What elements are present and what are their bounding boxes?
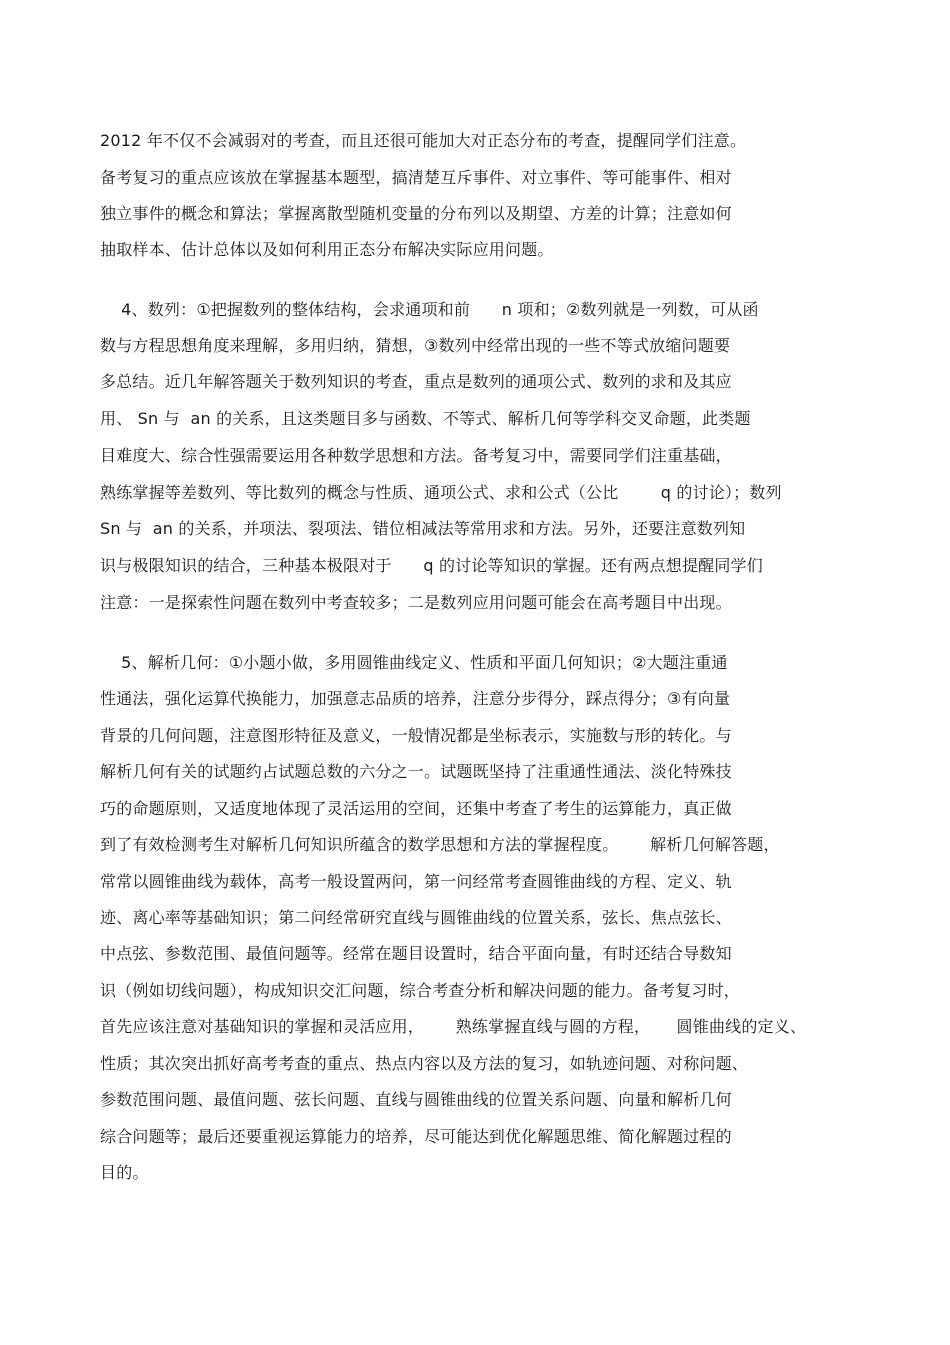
text-line: 性通法，强化运算代换能力，加强意志品质的培养，注意分步得分，踩点得分；③有向量 xyxy=(100,689,731,708)
text-line: 解析几何有关的试题约占试题总数的六分之一。试题既坚持了注重通性通法、淡化特殊技 xyxy=(100,762,732,781)
text-line: 目难度大、综合性强需要运用各种数学思想和方法。备考复习中，需要同学们注重基础， xyxy=(100,446,732,465)
text-line: 常常以圆锥曲线为载体，高考一般设置两问，第一问经常考查圆锥曲线的方程、定义、轨 xyxy=(100,872,732,891)
text-line: 2012 年不仅不会减弱对的考查，而且还很可能加大对正态分布的考查，提醒同学们注意。 xyxy=(100,131,747,150)
text-line: 多总结。近几年解答题关于数列知识的考查，重点是数列的通项公式、数列的求和及其应 xyxy=(100,372,732,391)
text-line: 5、解析几何：①小题小做，多用圆锥曲线定义、性质和平面几何知识；②大题注重通 xyxy=(100,653,728,672)
text-line: 抽取样本、估计总体以及如何利用正态分布解决实际应用问题。 xyxy=(100,240,554,259)
text-line: 独立事件的概念和算法；掌握离散型随机变量的分布列以及期望、方差的计算；注意如何 xyxy=(100,204,732,223)
text-line: 巧的命题原则，又适度地体现了灵活运用的空间，还集中考查了考生的运算能力，真正做 xyxy=(100,799,732,818)
text-line: 首先应该注意对基础知识的掌握和灵活应用， 熟练掌握直线与圆的方程， 圆锥曲线的定义、 xyxy=(100,1017,807,1036)
text-line: 到了有效检测考生对解析几何知识所蕴含的数学思想和方法的掌握程度。 解析几何解答题， xyxy=(100,835,780,854)
text-line: 识与极限知识的结合，三种基本极限对于 q 的讨论等知识的掌握。还有两点想提醒同学们 xyxy=(100,556,763,575)
text-line: 性质；其次突出抓好高考考查的重点、热点内容以及方法的复习，如轨迹问题、对称问题、 xyxy=(100,1054,749,1073)
text-line: 参数范围问题、最值问题、弦长问题、直线与圆锥曲线的位置关系问题、向量和解析几何 xyxy=(100,1090,732,1109)
text-line: 综合问题等；最后还要重视运算能力的培养，尽可能达到优化解题思维、简化解题过程的 xyxy=(100,1127,732,1146)
text-line: 注意：一是探索性问题在数列中考查较多；二是数列应用问题可能会在高考题目中出现。 xyxy=(100,593,732,612)
text-line: 背景的几何问题，注意图形特征及意义，一般情况都是坐标表示，实施数与形的转化。与 xyxy=(100,726,732,745)
text-line: 用、 Sn 与 an 的关系，且这类题目多与函数、不等式、解析几何等学科交叉命题，此类题 xyxy=(100,409,751,428)
text-line: 目的。 xyxy=(100,1163,149,1182)
text-line: 中点弦、参数范围、最值问题等。经常在题目设置时，结合平面向量，有时还结合导数知 xyxy=(100,944,732,963)
text-line: 迹、离心率等基础知识；第二问经常研究直线与圆锥曲线的位置关系，弦长、焦点弦长、 xyxy=(100,908,732,927)
text-line: 数与方程思想角度来理解，多用归纳，猜想，③数列中经常出现的一些不等式放缩问题要 xyxy=(100,336,731,355)
text-line: 4、数列：①把握数列的整体结构，会求通项和前 n 项和；②数列就是一列数，可从函 xyxy=(100,300,759,319)
text-line: 识（例如切线问题），构成知识交汇问题，综合考查分析和解决问题的能力。备考复习时， xyxy=(100,981,741,1000)
text-line: Sn 与 an 的关系，并项法、裂项法、错位相减法等常用求和方法。另外，还要注意数列知 xyxy=(100,519,746,538)
text-line: 备考复习的重点应该放在掌握基本题型，搞清楚互斥事件、对立事件、等可能事件、相对 xyxy=(100,168,732,187)
text-line: 熟练掌握等差数列、等比数列的概念与性质、通项公式、求和公式（公比 q 的讨论）；数列 xyxy=(100,483,782,502)
